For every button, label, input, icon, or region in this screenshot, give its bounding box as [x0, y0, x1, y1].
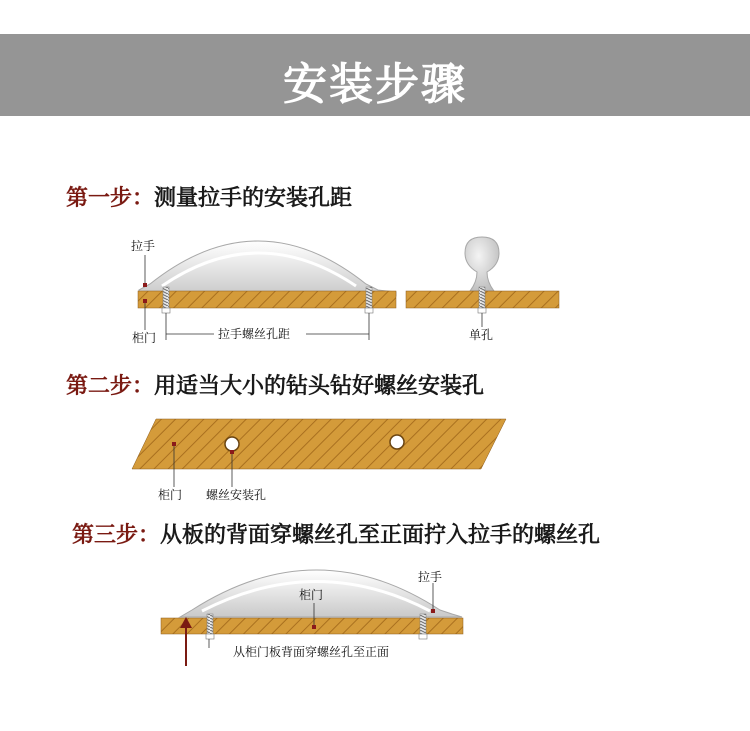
door-board — [138, 291, 396, 308]
step2-text: 用适当大小的钻头钻好螺丝安装孔 — [154, 373, 485, 399]
hole-2 — [390, 435, 404, 449]
knob-shape — [465, 237, 499, 291]
step3-text: 从板的背面穿螺丝孔至正面拧入拉手的螺丝孔 — [160, 522, 601, 548]
hole-1 — [225, 437, 239, 451]
step1-single-label: 单孔 — [469, 328, 494, 342]
step3-arrow-label: 从柜门板背面穿螺丝孔至正面 — [233, 645, 390, 659]
step1-distance-label: 拉手螺丝孔距 — [218, 327, 291, 341]
step3-diagram — [161, 569, 463, 666]
step2-label: 第二步： — [66, 373, 155, 399]
screw-left — [163, 287, 169, 309]
screw-right — [366, 287, 372, 309]
banner-title: 安装步骤 — [283, 59, 467, 110]
step1-diagram — [131, 238, 396, 345]
step1-knob-diagram — [406, 237, 559, 342]
step3-handle-label: 拉手 — [418, 570, 443, 584]
step3-label: 第三步： — [72, 522, 161, 548]
drilled-board — [132, 419, 506, 469]
step3-door-label: 柜门 — [299, 588, 324, 602]
step1-label: 第一步： — [66, 185, 155, 211]
step2-hole-label: 螺丝安装孔 — [206, 488, 267, 502]
step2-diagram — [132, 419, 506, 502]
step1-door-label: 柜门 — [132, 331, 157, 345]
step1-text: 测量拉手的安装孔距 — [154, 185, 353, 211]
step2-door-label: 柜门 — [158, 488, 183, 502]
step1-handle-label: 拉手 — [131, 239, 156, 253]
handle-arc-shape — [139, 241, 396, 296]
